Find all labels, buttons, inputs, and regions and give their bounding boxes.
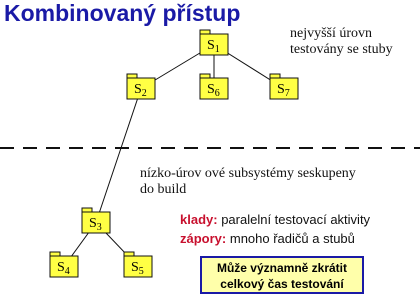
pros-row (180, 210, 370, 229)
module-node-s5 (124, 252, 152, 277)
folder-tab (124, 252, 134, 256)
note-top-line2: testovány se stuby (290, 42, 393, 57)
cons-label: zápory: (180, 231, 227, 246)
slide-title: Kombinovaný přístup (4, 0, 241, 26)
callout-box (200, 256, 364, 294)
module-node-s2 (127, 74, 155, 99)
pros-cons-list (180, 210, 370, 248)
callout-line2: celkový čas testování (220, 277, 344, 291)
note-top-line1: nejvyšší úrovn (290, 26, 373, 41)
folder-tab (270, 74, 280, 78)
edge-s2-s3 (96, 89, 141, 223)
cons-text: mnoho řadičů a stubů (229, 231, 355, 246)
node-label: $S_7$ (277, 82, 290, 99)
note-low-line1: nízko-úrov ové subsystémy seskupeny (140, 166, 356, 181)
module-node-s3 (82, 208, 110, 233)
folder-tab (50, 252, 60, 256)
note-low-line2: do build (140, 182, 187, 197)
callout-line1: Může významně zkrátit (216, 261, 348, 275)
folder-tab (200, 74, 210, 78)
node-label: $S_1$ (207, 38, 220, 55)
cons-row (180, 229, 370, 248)
module-node-s6 (200, 74, 228, 99)
pros-label: klady: (180, 212, 218, 227)
node-label: $S_6$ (207, 82, 220, 99)
folder-tab (200, 30, 210, 34)
module-node-s7 (270, 74, 298, 99)
folder-tab (82, 208, 92, 212)
pros-text: paralelní testovací aktivity (221, 212, 371, 227)
folder-tab (127, 74, 137, 78)
module-node-s4 (50, 252, 78, 277)
node-label: $S_2$ (134, 82, 147, 99)
node-label: $S_3$ (89, 216, 102, 233)
node-label: $S_5$ (131, 260, 144, 277)
module-node-s1 (200, 30, 228, 55)
node-label: $S_4$ (57, 260, 70, 277)
